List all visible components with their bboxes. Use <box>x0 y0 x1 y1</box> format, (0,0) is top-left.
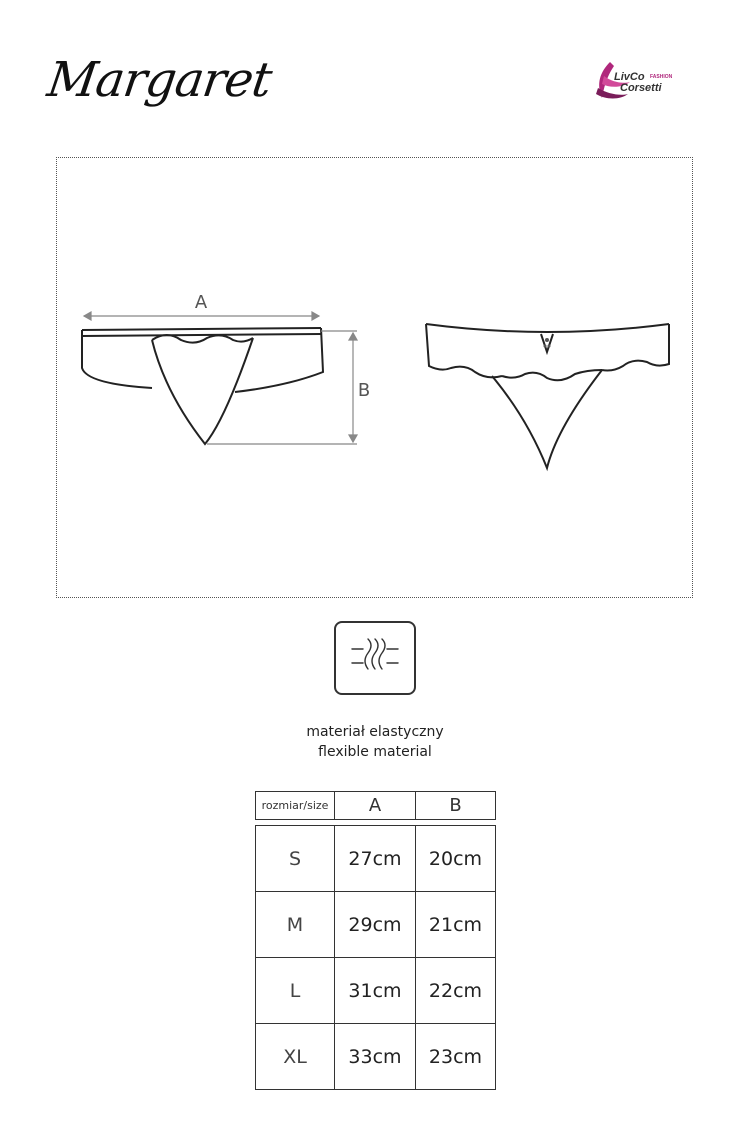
dimension-a-line <box>84 312 319 320</box>
a-cell: 29cm <box>335 892 416 958</box>
size-cell: M <box>256 892 335 958</box>
b-cell: 23cm <box>416 1024 496 1090</box>
b-cell: 20cm <box>416 826 496 892</box>
table-row <box>256 958 496 1024</box>
header-size: rozmiar/size <box>256 792 335 820</box>
back-view-drawing <box>426 324 669 468</box>
a-cell: 33cm <box>335 1024 416 1090</box>
size-table <box>255 825 496 1090</box>
flexible-material-icon <box>334 621 416 695</box>
size-cell: L <box>256 958 335 1024</box>
table-row <box>256 892 496 958</box>
a-cell: 31cm <box>335 958 416 1024</box>
header-a: A <box>335 792 416 820</box>
material-label-en: flexible material <box>318 744 432 760</box>
size-cell: XL <box>256 1024 335 1090</box>
front-view-drawing <box>82 328 323 444</box>
brand-name: LivCo Corsetti <box>614 71 662 94</box>
table-row <box>256 1024 496 1090</box>
brand-sub: FASHION <box>650 74 673 80</box>
table-row <box>256 826 496 892</box>
product-drawing-panel <box>56 157 693 598</box>
header-b: B <box>416 792 496 820</box>
a-cell: 27cm <box>335 826 416 892</box>
material-label-pl: materiał elastyczny <box>306 724 444 740</box>
stretch-wave-icon <box>336 623 414 693</box>
product-drawing <box>57 158 694 599</box>
brand-logo <box>592 58 682 102</box>
size-table-header <box>255 791 496 820</box>
b-cell: 21cm <box>416 892 496 958</box>
size-cell: S <box>256 826 335 892</box>
b-cell: 22cm <box>416 958 496 1024</box>
dimension-b-line <box>207 331 357 444</box>
dimension-b-label: B <box>357 380 371 401</box>
product-title: Margaret <box>44 52 275 108</box>
dimension-a-label: A <box>194 292 208 313</box>
